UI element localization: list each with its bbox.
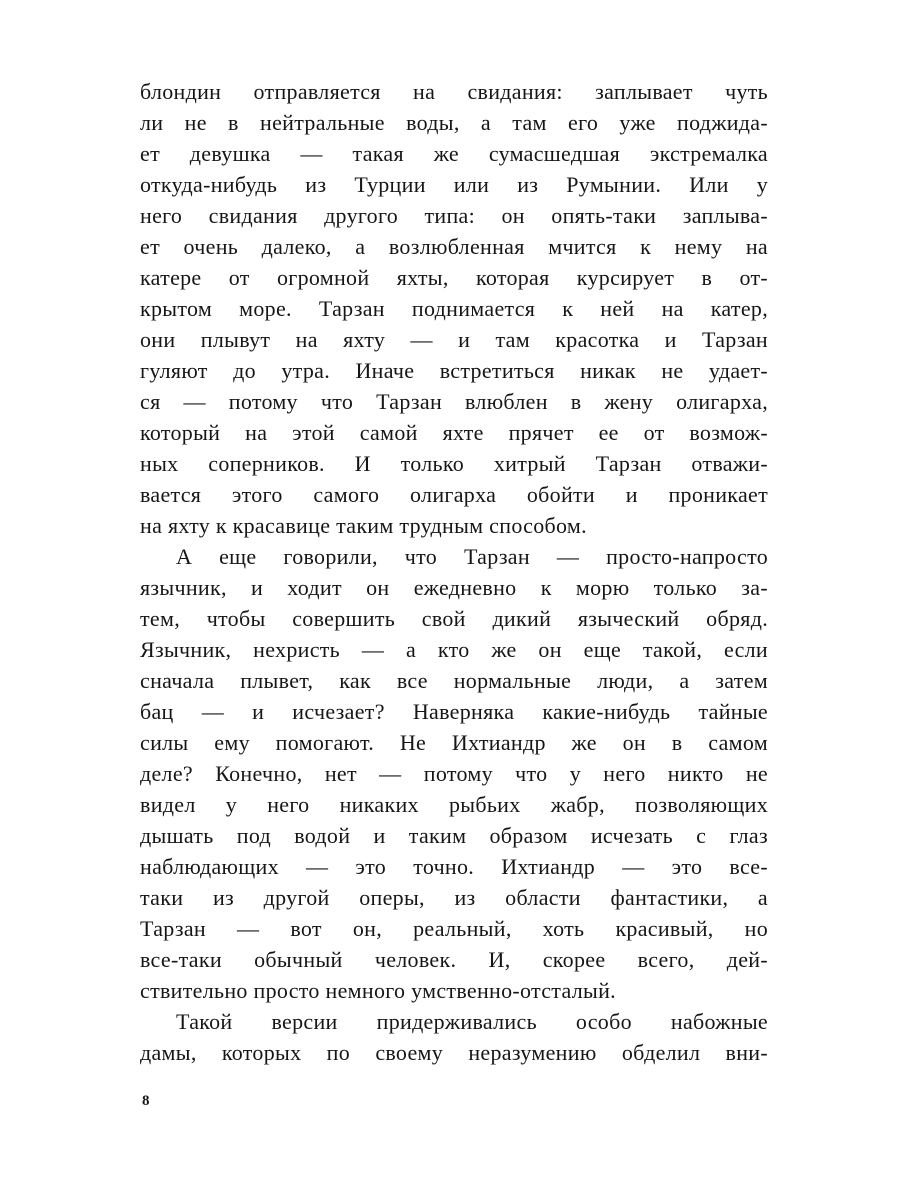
text-line: крытом море. Тарзан поднимается к ней на катер,	[140, 296, 768, 321]
text-line: гуляют до утра. Иначе встретиться никак не удает-	[140, 358, 768, 383]
text-line: катере от огромной яхты, которая курсирует в от-	[140, 265, 768, 290]
text-line: вается этого самого олигарха обойти и проникает	[140, 482, 768, 507]
text-block	[140, 76, 768, 1068]
text-line: ных соперников. И только хитрый Тарзан отважи-	[140, 451, 768, 476]
text-line: силы ему помогают. Не Ихтиандр же он в самом	[140, 730, 768, 755]
text-line: откуда-нибудь из Турции или из Румынии. Или у	[140, 172, 768, 197]
text-line: на яхту к красавице таким трудным способом.	[140, 513, 587, 538]
text-line: ся — потому что Тарзан влюблен в жену олигарха,	[140, 389, 768, 414]
text-line: Язычник, нехристь — а кто же он еще такой, если	[140, 637, 768, 662]
text-line: ствительно просто немного умственно-отсталый.	[140, 978, 616, 1003]
text-line: ет девушка — такая же сумасшедшая экстремалка	[140, 141, 768, 166]
text-line: тем, чтобы совершить свой дикий языческий обряд.	[140, 606, 768, 631]
text-line: дамы, которых по своему неразумению обделил вни-	[140, 1040, 768, 1065]
text-line: видел у него никаких рыбьих жабр, позволяющих	[140, 792, 768, 817]
text-line: наблюдающих — это точно. Ихтиандр — это все-	[140, 854, 768, 879]
text-line: него свидания другого типа: он опять-таки заплыва-	[140, 203, 768, 228]
text-line: ли не в нейтральные воды, а там его уже поджида-	[140, 110, 768, 135]
page-number: 8	[142, 1093, 150, 1109]
text-line: ет очень далеко, а возлюбленная мчится к нему на	[140, 234, 768, 259]
text-line: сначала плывет, как все нормальные люди, а затем	[140, 668, 768, 693]
text-line: Такой версии придерживались особо набожные	[176, 1009, 768, 1034]
text-line: таки из другой оперы, из области фантастики, а	[140, 885, 768, 910]
text-line: А еще говорили, что Тарзан — просто-напросто	[176, 544, 768, 569]
text-line: дышать под водой и таким образом исчезать с глаз	[140, 823, 768, 848]
text-line: который на этой самой яхте прячет ее от возмож-	[140, 420, 768, 445]
text-line: деле? Конечно, нет — потому что у него никто не	[140, 761, 768, 786]
text-line: Тарзан — вот он, реальный, хоть красивый, но	[140, 916, 768, 941]
text-line: язычник, и ходит он ежедневно к морю только за-	[140, 575, 768, 600]
text-line: блондин отправляется на свидания: заплывает чуть	[140, 79, 768, 104]
text-line: все-таки обычный человек. И, скорее всего, дей-	[140, 947, 768, 972]
text-line: они плывут на яхту — и там красотка и Тарзан	[140, 327, 768, 352]
text-line: бац — и исчезает? Наверняка какие-нибудь тайные	[140, 699, 768, 724]
